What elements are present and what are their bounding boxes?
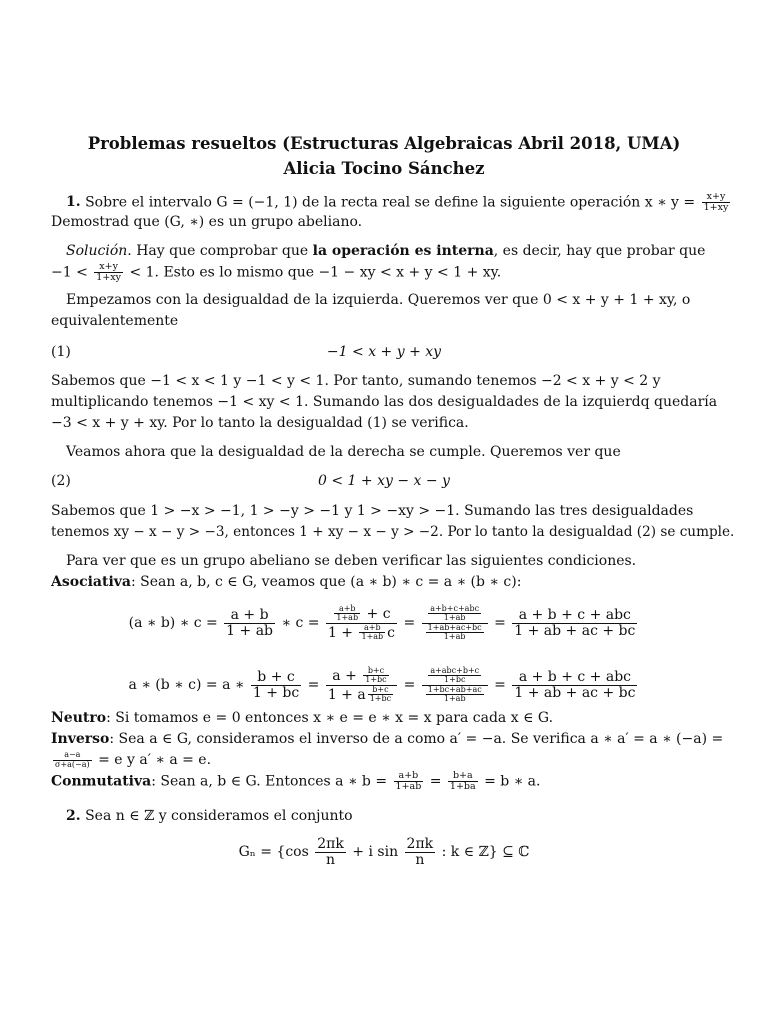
fraction-denominator: 1+ba — [449, 780, 476, 792]
fraction-numerator: a + b — [224, 608, 275, 624]
associativity-line — [51, 572, 691, 593]
fraction-numerator — [422, 667, 488, 686]
fraction-numerator: 2πk — [406, 835, 434, 852]
solution-label: Solución. — [66, 243, 132, 259]
nested-denominator: 1+bc — [444, 675, 466, 685]
fraction-denominator: 1 + ab + ac + bc — [514, 684, 636, 701]
associativity-text: : Sean a, b, c ∈ G, veamos que (a ∗ b) ∗ c = a ∗ (b ∗ c): — [131, 574, 522, 590]
fraction-numerator: a + b + c + abc — [512, 670, 637, 686]
denominator-term: 1 + — [327, 624, 354, 641]
operation-fraction — [702, 192, 731, 213]
inequality-left: −1 < — [51, 264, 88, 281]
fraction-denominator — [326, 624, 397, 642]
paragraph-text: Empezamos con la desigualdad de la izquierda. Queremos ver que 0 < x + y + 1 + xy, o — [66, 292, 691, 308]
paragraph-left-ineq-line-1 — [51, 290, 691, 311]
set-suffix: : k ∈ ℤ} ⊆ ℂ — [441, 844, 530, 860]
commutativity-fraction — [394, 771, 424, 792]
problem-2-statement: Sea n ∈ ℤ y consideramos el conjunto — [85, 808, 353, 824]
equation-fraction — [224, 608, 275, 638]
nested-numerator: a+b+c+abc — [430, 603, 480, 613]
nested-numerator: a+abc+b+c — [430, 665, 480, 675]
fraction-numerator — [326, 605, 397, 624]
equation-lhs: a ∗ (b ∗ c) = a ∗ — [128, 677, 245, 693]
neutral-label: Neutro — [51, 710, 107, 726]
paragraph-text: Veamos ahora que la desigualdad de la derecha se cumple. Queremos ver que — [66, 444, 621, 460]
fraction-denominator: 1+ab — [395, 780, 422, 792]
nested-denominator: 1+bc — [365, 675, 387, 685]
equation-1-number: (1) — [51, 344, 71, 360]
angle-fraction — [405, 837, 436, 867]
fraction-numerator: a+b — [394, 771, 424, 782]
equation-1: −1 < x + y + xy — [326, 344, 442, 360]
fraction-numerator: x+y — [94, 262, 123, 273]
compound-fraction — [422, 667, 488, 704]
equals-sign: = — [403, 677, 416, 693]
denominator-term: 1 + a — [327, 686, 366, 703]
inverse-label: Inverso — [51, 731, 110, 747]
problem-1-line-2: Demostrad que (G, ∗) es un grupo abeliano. — [51, 214, 363, 230]
problem-2-line — [51, 806, 691, 827]
solution-text-b: , es decir, hay que probar que — [493, 243, 706, 259]
document-author: Alicia Tocino Sánchez — [283, 159, 485, 178]
fraction-denominator: σ+a(−a) — [55, 759, 90, 769]
nested-numerator: 1+ab+ac+bc — [427, 622, 482, 632]
fraction-denominator: 1+xy — [96, 271, 122, 283]
problem-1-statement: Sobre el intervalo G = (−1, 1) de la recta real se define la siguiente operación x ∗ y = — [85, 194, 696, 211]
nested-denominator: 1+bc — [369, 693, 392, 703]
paragraph-left-ineq-line-2: equivalentemente — [51, 313, 179, 329]
document-title: Problemas resueltos (Estructuras Algebraicas Abril 2018, UMA) — [87, 134, 681, 153]
fraction-denominator — [422, 624, 488, 642]
nested-denominator: 1+ab — [361, 631, 384, 641]
equals-sign: = — [494, 615, 506, 631]
problem-1-number: 1. — [66, 194, 81, 211]
associativity-equation-a — [0, 598, 768, 648]
nested-numerator: a+b — [359, 624, 385, 633]
set-middle: + i sin — [352, 844, 399, 860]
nested-denominator: 1+ab — [336, 613, 359, 623]
paragraph-know-line-2: multiplicando tenemos −1 < xy < 1. Sumando las dos desigualdades de la izquierdq quedaría — [51, 394, 718, 410]
set-prefix: Gₙ = {cos — [238, 844, 309, 860]
equation-lhs: (a ∗ b) ∗ c = — [128, 615, 218, 631]
fraction-numerator — [422, 605, 488, 624]
numerator-term: + c — [366, 605, 391, 622]
compound-fraction — [326, 667, 397, 704]
fraction-denominator — [326, 686, 397, 704]
solution-line-2 — [51, 262, 691, 283]
commutativity-end: = b ∗ a. — [484, 773, 541, 790]
fraction-denominator: 1 + ab — [226, 622, 274, 639]
fraction-numerator: a−a — [53, 751, 92, 760]
inverse-line-2 — [51, 750, 691, 771]
paragraph-right-ineq — [51, 442, 691, 463]
associativity-equation-b — [0, 660, 768, 710]
commutativity-label: Conmutativa — [51, 773, 152, 790]
solution-text-a: Hay que comprobar que — [136, 243, 309, 259]
equation-2-number: (2) — [51, 473, 71, 489]
paragraph-know2-line-1: Sabemos que 1 > −x > −1, 1 > −y > −1 y 1 > −xy > −1. Sumando las tres desigualdades — [51, 503, 694, 519]
paragraph-text: Para ver que es un grupo abeliano se deben verificar las siguientes condiciones. — [66, 553, 637, 569]
commutativity-line — [51, 771, 691, 792]
equation-fraction — [512, 608, 637, 638]
problem-1-line-1 — [51, 191, 729, 213]
paragraph-know-line-3: −3 < x + y + xy. Por lo tanto la desigualdad (1) se verifica. — [51, 415, 469, 431]
equals-sign: = — [403, 615, 416, 631]
paragraph-know2-line-2: tenemos xy − x − y > −3, entonces 1 + xy − x − y > −2. Por lo tanto la desigualdad (2) se cumple. — [51, 524, 735, 540]
fraction-denominator: 1+xy — [703, 201, 729, 213]
fraction-denominator — [422, 686, 488, 704]
inequality-right: < 1. Esto es lo mismo que −1 − xy < x + y < 1 + xy. — [129, 264, 502, 281]
set-definition — [0, 830, 768, 874]
solution-line-1 — [51, 241, 706, 262]
denominator-term: c — [387, 624, 396, 641]
nested-numerator: b+c — [368, 686, 393, 695]
inverse-line-1 — [51, 729, 724, 750]
equation-fraction — [251, 670, 301, 700]
commutativity-text: : Sean a, b ∈ G. Entonces a ∗ b = — [151, 773, 388, 790]
fraction-denominator: 1 + bc — [252, 684, 300, 701]
fraction-denominator: 1 + ab + ac + bc — [514, 622, 636, 639]
fraction-numerator — [326, 667, 397, 686]
equals-sign: = — [429, 773, 442, 790]
fraction-numerator: b + c — [251, 670, 301, 686]
equals-sign: = — [494, 677, 506, 693]
fraction-denominator: n — [326, 851, 336, 868]
nested-numerator: 1+bc+ab+ac — [427, 684, 482, 694]
fraction-numerator: 2πk — [317, 835, 344, 852]
nested-denominator: 1+ab — [443, 631, 466, 641]
inequality-fraction — [94, 262, 123, 283]
problem-2-number: 2. — [66, 808, 81, 824]
commutativity-fraction — [448, 771, 478, 792]
fraction-numerator: x+y — [702, 192, 731, 203]
nested-denominator: 1+ab — [443, 613, 466, 623]
solution-bold-text: la operación es interna — [312, 243, 494, 259]
equation-operator: ∗ c = — [281, 615, 320, 631]
nested-numerator: b+c — [363, 667, 388, 676]
equation-fraction — [512, 670, 637, 700]
paragraph-know-line-1: Sabemos que −1 < x < 1 y −1 < y < 1. Por tanto, sumando tenemos −2 < x + y < 2 y — [51, 373, 661, 389]
equation-2: 0 < 1 + xy − x − y — [318, 473, 450, 489]
inverse-fraction — [53, 751, 92, 769]
fraction-denominator: n — [415, 851, 425, 868]
fraction-numerator: b+a — [448, 771, 478, 782]
neutral-text: : Si tomamos e = 0 entonces x ∗ e = e ∗ x = x para cada x ∈ G. — [106, 710, 554, 726]
angle-fraction — [315, 837, 346, 867]
neutral-element-line — [51, 708, 691, 729]
equals-sign: = — [307, 677, 320, 693]
inverse-text: : Sea a ∈ G, consideramos el inverso de a como a′ = −a. Se verifica a ∗ a′ = a ∗ (−a) = — [109, 731, 724, 747]
inverse-text-end: = e y a′ ∗ a = e. — [98, 752, 212, 768]
nested-numerator: a+b — [334, 605, 360, 614]
numerator-term: a + — [332, 667, 357, 684]
fraction-numerator: a + b + c + abc — [512, 608, 637, 624]
paragraph-abelian — [51, 551, 691, 572]
compound-fraction — [422, 605, 488, 642]
associativity-label: Asociativa — [51, 574, 131, 590]
nested-denominator: 1+ab — [443, 693, 466, 703]
compound-fraction — [326, 605, 397, 642]
